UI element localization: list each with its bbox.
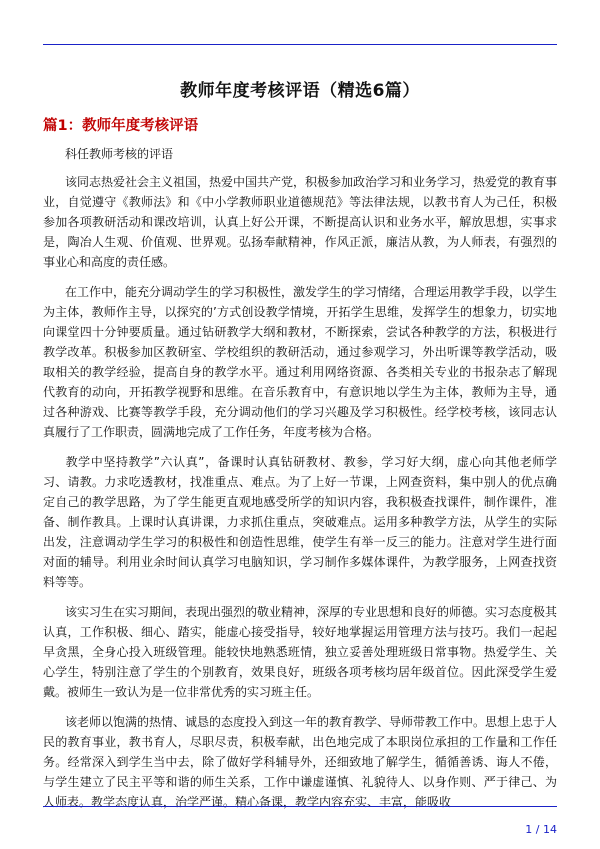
paragraph-text: 在工作中，能充分调动学生的学习积极性，激发学生的学习情绪，合理运用教学手段，以学生为主体，教师作主导，以探究的’方式创设教学情境，开拓学生思维，发挥学生的想象力，切实地向课堂四十分钟要质量。通过钻研教学大纲和教材，不断探索，尝试各种教学的方法，积极进行教学改革。积极参加区教研室、学校组织的教研活动，通过参观学习，外出听课等教学活动，吸取相关的教学经验，提高自身的教学水平。通过利用网络资源、各类相关专业的书报杂志了解现代教育的动向，开拓教学视野和思维。在音乐教育中，有意识地以学生为主体，教师为主导，通过各种游戏、比赛等教学手段，充分调动他们的学习兴趣及学习积极性。经学校考核，该同志认真履行了工作职责，圆满地完成了工作任务，年度考核为合格。 — [43, 285, 558, 439]
header-rule — [43, 44, 557, 45]
page-title: 教师年度考核评语（精选6篇） — [180, 81, 420, 101]
paragraph — [43, 144, 557, 164]
subheading-text: 科任教师考核的评语 — [65, 147, 174, 161]
paragraph — [43, 712, 557, 812]
page-number: 1 / 14 — [525, 823, 557, 836]
paragraph-text: 该老师以饱满的热情、诚恳的态度投入到这一年的教育教学、导师带教工作中。思想上忠于人民的教育事业，教书育人，尽职尽责，积极奉献，出色地完成了本职岗位承担的工作量和工作任务。经常深入到学生当中去，除了做好学科辅导外，还细致地了解学生，循循善诱、诲人不倦，与学生建立了民主平等和谐的师生关系，工作中谦虚谨慎、礼貌待人、以身作则、严于律己、为人师表。教学态度认真，治学严谨。精心备课，教学内容充实、丰富，能吸收 — [43, 715, 558, 809]
paragraph-text: 该同志热爱社会主义祖国，热爱中国共产党，积极参加政治学习和业务学习，热爱党的教育事业，自觉遵守《教师法》和《中小学教师职业道德规范》等法律法规，以教书育人为己任，积极参加各项教研活动和课改培训，认真上好公开课，不断提高认识和业务水平，解放思想，实事求是，陶冶人生观、价值观、世界观。弘扬奉献精神，作风正派，廉洁从教，为人师表，有强烈的事业心和高度的责任感。 — [43, 175, 558, 269]
paragraph — [43, 172, 557, 272]
document-body — [43, 144, 557, 822]
paragraph — [43, 452, 557, 592]
section-heading: 篇1：教师年度考核评语 — [43, 118, 199, 134]
paragraph-text: 该实习生在实习期间，表现出强烈的敬业精神，深厚的专业思想和良好的师德。实习态度极其认真，工作积极、细心、踏实，能虚心接受指导，较好地掌握运用管理方法与技巧。我们一起起早贪黑，全身心投入班级管理。能较快地熟悉班情，独立妥善处理班级日常事物。热爱学生、关心学生，特别注意了学生的个别教育，效果良好，班级各项考核均居年级首位。因此深受学生爱戴。被师生一致认为是一位非常优秀的实习班主任。 — [43, 605, 558, 699]
paragraph — [43, 602, 557, 702]
paragraph — [43, 282, 557, 442]
paragraph-text: 教学中坚持教学”六认真”，备课时认真钻研教材、教参，学习好大纲，虚心向其他老师学习、请教。力求吃透教材，找准重点、难点。为了上好一节课，上网查资料，集中别人的优点确定自己的教学思路，为了学生能更直观地感受所学的知识内容，我积极查找课件，制作课件，准备、制作教具。上课时认真讲课，力求抓住重点，突破难点。运用多种教学方法，从学生的实际出发，注意调动学生学习的积极性和创造性思维，使学生有举一反三的能力。注意对学生进行面对面的辅导。利用业余时间认真学习电脑知识，学习制作多媒体课件，为教学服务，上网查找资料等等。 — [43, 455, 557, 589]
footer-rule — [43, 806, 557, 807]
